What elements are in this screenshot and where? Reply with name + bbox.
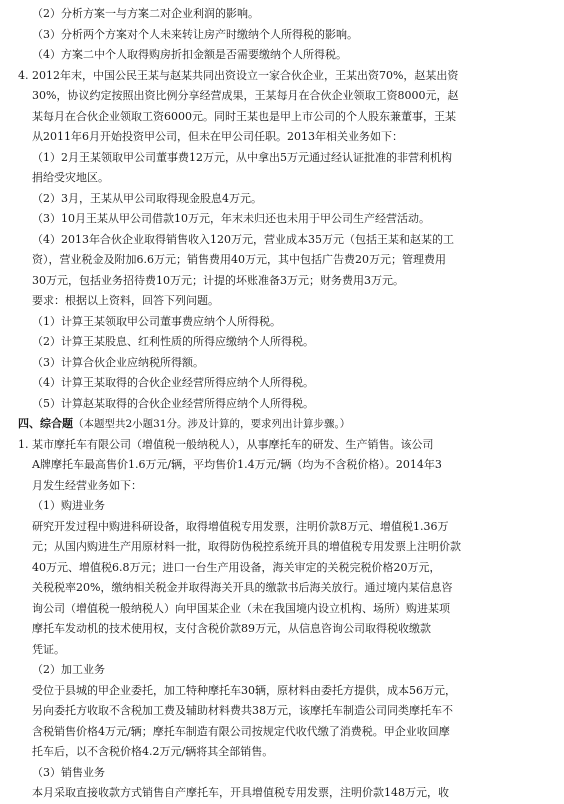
line-text: 含税销售价格4万元/辆；摩托车制造有限公司按规定代收代缴了消费税。甲企业收回摩 xyxy=(32,724,450,738)
line-text: 30万元，包括业务招待费10万元；计提的坏账准备3万元；财务费用3万元。 xyxy=(32,273,404,287)
text-line xyxy=(18,517,548,538)
line-text: 受位于县城的甲企业委托，加工特种摩托车30辆，原材料由委托方提供，成本56万元， xyxy=(32,683,456,697)
line-text: 从2011年6月开始投资甲公司，但未在甲公司任职。2013年相关业务如下： xyxy=(32,130,403,143)
text-line xyxy=(18,230,548,251)
text-line xyxy=(18,353,548,374)
text-line xyxy=(18,4,548,25)
line-text: 四、综合题 xyxy=(18,417,73,430)
line-text: （2）计算王某股息、红利性质的所得应缴纳个人所得税。 xyxy=(32,335,314,348)
text-line xyxy=(18,599,548,620)
line-text: （4）方案二中个人取得购房折扣金额是否需要缴纳个人所得税。 xyxy=(32,48,347,61)
text-line xyxy=(18,660,548,681)
text-line xyxy=(18,742,548,763)
text-line xyxy=(18,86,548,107)
line-text: 元；从国内购进生产用原材料一批，取得防伪税控系统开具的增值税专用发票上注明价款 xyxy=(32,540,461,553)
text-line xyxy=(18,435,548,456)
line-text: 资），营业税金及附加6.6万元；销售费用40万元，其中包括广告费20万元；管理费用 xyxy=(32,253,446,266)
line-text: 另向委托方收取不含税加工费及辅助材料费共38万元，该摩托车制造公司同类摩托车不 xyxy=(32,704,453,717)
line-text: （1）购进业务 xyxy=(32,499,105,512)
text-line xyxy=(18,578,548,599)
line-text: 摩托车发动机的技术使用权，支付含税价款89万元，从信息咨询公司取得税收缴款 xyxy=(32,622,431,635)
line-text: 4. 2012年末，中国公民王某与赵某共同出资设立一家合伙企业，王某出资70%，赵某出资 xyxy=(18,68,459,82)
line-text: （2）加工业务 xyxy=(32,663,105,676)
text-line xyxy=(18,291,548,312)
text-line xyxy=(18,701,548,722)
text-line xyxy=(18,619,548,640)
line-text: 要求：根据以上资料，回答下列问题。 xyxy=(32,294,219,307)
text-line xyxy=(18,763,548,784)
text-line xyxy=(18,45,548,66)
line-text: （2）3月，王某从甲公司取得现金股息4万元。 xyxy=(32,191,262,205)
text-line xyxy=(18,455,548,476)
text-line xyxy=(18,558,548,579)
text-line xyxy=(18,783,548,804)
line-text: （5）计算赵某取得的合伙企业经营所得应纳个人所得税。 xyxy=(32,396,314,410)
text-line xyxy=(18,189,548,210)
text-line xyxy=(18,414,548,435)
text-line xyxy=(18,476,548,497)
text-line xyxy=(18,537,548,558)
line-text: （1）计算王某领取甲公司董事费应纳个人所得税。 xyxy=(32,314,281,328)
text-line xyxy=(18,332,548,353)
document-body xyxy=(18,4,548,804)
line-text: 40万元、增值税6.8万元；进口一台生产用设备，海关审定的关税完税价格20万元， xyxy=(32,560,441,574)
line-text: 询公司（增值税一般纳税人）向甲国某企业（未在我国境内设立机构、场所）购进某项 xyxy=(32,601,450,615)
text-line xyxy=(18,640,548,661)
line-text: 关税税率20%，缴纳相关税金并取得海关开具的缴款书后海关放行。通过境内某信息咨 xyxy=(32,581,453,594)
line-text: （1）2月王某领取甲公司董事费12万元，从中拿出5万元通过经认证批准的非营利机构 xyxy=(32,150,452,164)
line-text: 月发生经营业务如下： xyxy=(32,478,142,492)
line-text: 托车后，以不含税价格4.2万元/辆将其全部销售。 xyxy=(32,745,274,758)
line-text: 某每月在合伙企业领取工资6000元。同时王某也是甲上市公司的个人股东兼董事，王某 xyxy=(32,109,456,123)
text-line xyxy=(18,271,548,292)
line-text: （4）计算王某取得的合伙企业经营所得应纳个人所得税。 xyxy=(32,376,314,389)
text-line xyxy=(18,25,548,46)
line-text: 研究开发过程中购进科研设备，取得增值税专用发票，注明价款8万元、增值税1.36万 xyxy=(32,519,449,533)
line-text: 捐给受灾地区。 xyxy=(32,171,109,184)
text-line xyxy=(18,394,548,415)
text-line xyxy=(18,312,548,333)
line-text: （2）分析方案一与方案二对企业利润的影响。 xyxy=(32,7,259,20)
text-line xyxy=(18,127,548,148)
line-text: 凭证。 xyxy=(32,642,65,656)
section-note: （本题型共2小题31分。涉及计算的，要求列出计算步骤。） xyxy=(73,418,351,430)
line-text: （3）销售业务 xyxy=(32,765,105,779)
text-line xyxy=(18,722,548,743)
line-text: （3）10月王某从甲公司借款10万元，年末未归还也未用于甲公司生产经营活动。 xyxy=(32,212,430,225)
text-line xyxy=(18,107,548,128)
line-text: 本月采取直接收款方式销售自产摩托车，开具增值税专用发票，注明价款148万元，收 xyxy=(32,786,449,799)
line-text: （4）2013年合伙企业取得销售收入120万元，营业成本35万元（包括王某和赵某的工 xyxy=(32,232,454,246)
text-line xyxy=(18,250,548,271)
text-line xyxy=(18,681,548,702)
text-line xyxy=(18,168,548,189)
line-text: 30%，协议约定按照出资比例分享经营成果，王某每月在合伙企业领取工资8000元，赵 xyxy=(32,89,459,102)
text-line xyxy=(18,148,548,169)
text-line xyxy=(18,66,548,87)
text-line xyxy=(18,209,548,230)
text-line xyxy=(18,496,548,517)
line-text: A牌摩托车最高售价1.6万元/辆，平均售价1.4万元/辆（均为不含税价格）。2014年3 xyxy=(32,458,442,471)
line-text: （3）分析两个方案对个人未来转让房产时缴纳个人所得税的影响。 xyxy=(32,27,358,41)
line-text: 1. 某市摩托车有限公司（增值税一般纳税人），从事摩托车的研发、生产销售。该公司 xyxy=(18,437,434,451)
line-text: （3）计算合伙企业应纳税所得额。 xyxy=(32,355,204,369)
text-line xyxy=(18,373,548,394)
